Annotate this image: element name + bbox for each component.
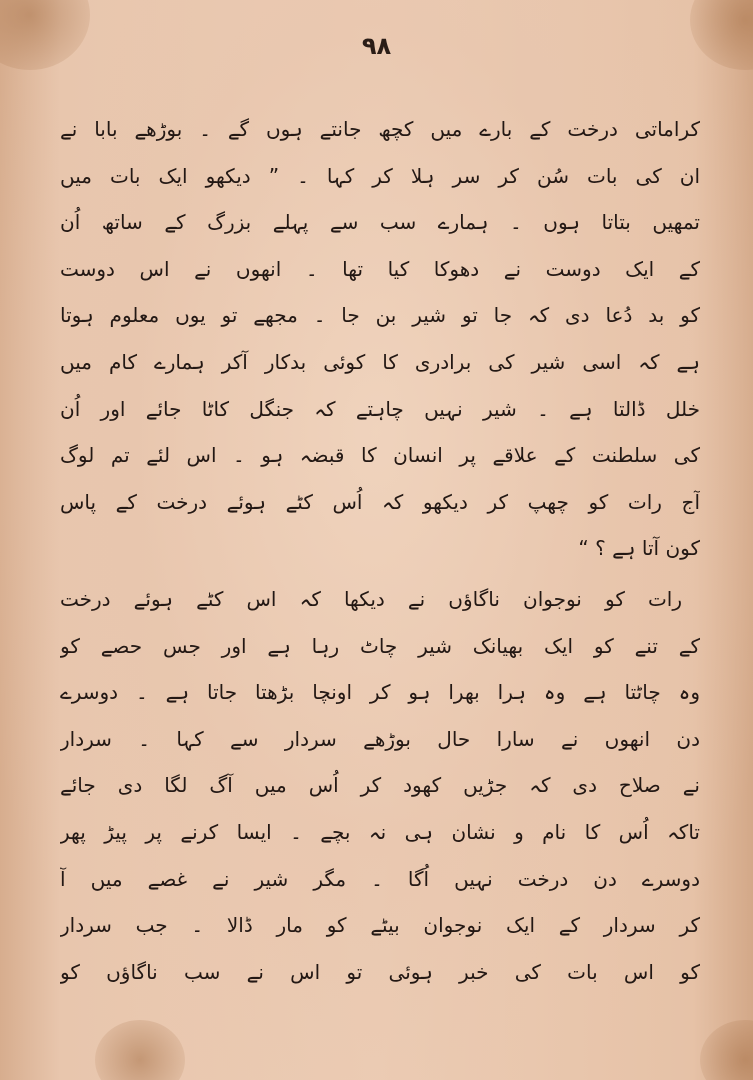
text-line: دوسرے دن درخت نہیں اُگا ۔ مگر شیر نے غصے میں آ [60,866,700,891]
text-line: وہ چاٹتا ہے وہ ہرا بھرا ہو کر اونچا بڑھتا جاتا ہے ۔ دوسرے [60,680,700,705]
page-number: ٩٨ [361,32,392,60]
stain-bottom-left [95,1020,185,1080]
text-line: آج رات کو چھپ کر دیکھو کہ اُس کٹے ہوئے درخت کے پاس [60,489,700,514]
paragraph-2 [60,576,700,995]
stain-bottom-right [700,1020,753,1080]
text-line: ہے کہ اسی شیر کی برادری کا کوئی بدکار آکر ہمارے کام میں [60,349,700,374]
text-line: کو بد دُعا دی کہ جا تو شیر بن جا ۔ مجھے تو یوں معلوم ہوتا [60,303,700,328]
text-line: کے تنے کو ایک بھیانک شیر چاٹ رہا ہے اور جس حصے کو [60,633,700,658]
text-line: رات کو نوجوان ناگاؤں نے دیکھا کہ اس کٹے ہوئے درخت [60,586,682,611]
text-line: دن انھوں نے سارا حال بوڑھے سردار سے کہا ۔ سردار [60,726,700,751]
text-line: تاکہ اُس کا نام و نشان ہی نہ بچے ۔ ایسا کرنے پر پیڑ پھر [60,819,700,844]
text-line: کون آتا ہے ؟ “ [578,536,700,561]
text-line: کو اس بات کی خبر ہوئی تو اس نے سب ناگاؤں کو [60,959,700,984]
text-line: کے ایک دوست نے دھوکا کیا تھا ۔ انھوں نے اس دوست [60,256,700,281]
text-line: ان کی بات سُن کر سر ہلا کر کہا ۔ ” دیکھو ایک بات میں [60,163,700,188]
paragraph-1 [60,106,700,572]
text-line: نے صلاح دی کہ جڑیں کھود کر اُس میں آگ لگا دی جائے [60,773,700,798]
text-line: کر سردار کے ایک نوجوان بیٹے کو مار ڈالا ۔ جب سردار [60,913,700,938]
text-line: خلل ڈالتا ہے ۔ شیر نہیں چاہتے کہ جنگل کاٹا جائے اور اُن [60,396,700,421]
text-line: کی سلطنت کے علاقے پر انسان کا قبضہ ہو ۔ اس لئے تم لوگ [60,443,700,468]
body-text [60,106,700,995]
text-line: تمھیں بتاتا ہوں ۔ ہمارے سب سے پہلے بزرگ کے ساتھ اُن [60,210,700,235]
text-line: کراماتی درخت کے بارے میں کچھ جانتے ہوں گے ۔ بوڑھے بابا نے [60,117,700,141]
